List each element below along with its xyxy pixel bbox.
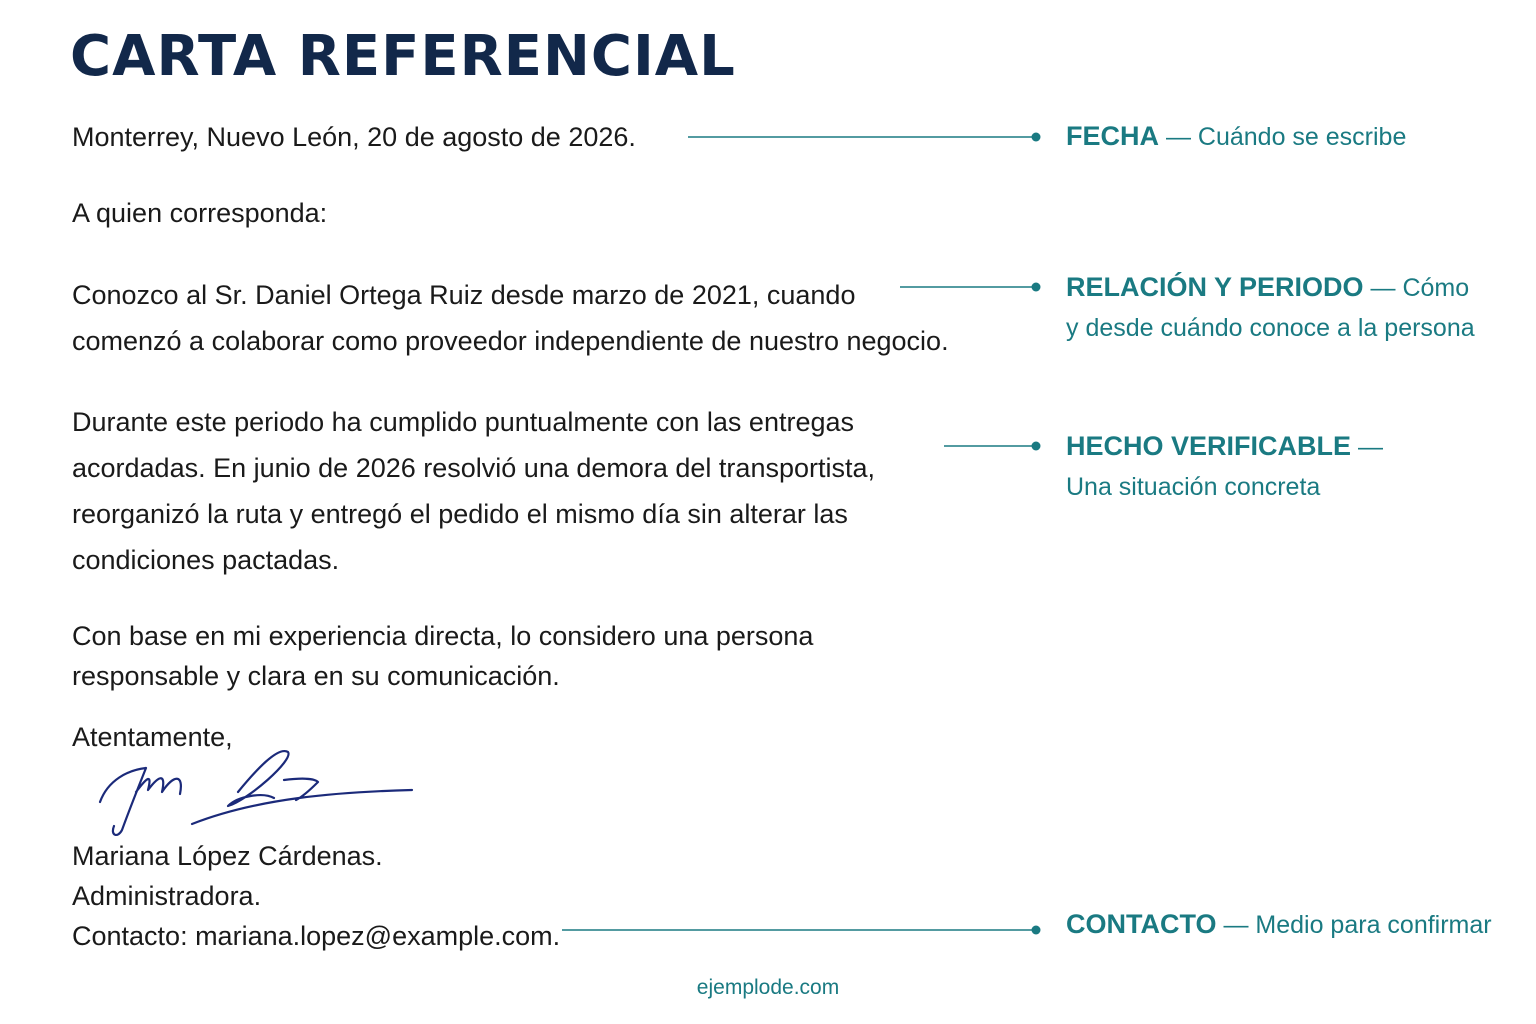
signer-block xyxy=(72,836,560,956)
closing: Atentamente, xyxy=(72,722,233,752)
annotation-contacto xyxy=(1066,904,1496,945)
annotation-label: FECHA xyxy=(1066,121,1159,151)
paragraph-relationship xyxy=(72,272,949,364)
signature xyxy=(88,740,428,840)
paragraph-line: acordadas. En junio de 2026 resolvió una demora del transportista, xyxy=(72,453,875,483)
paragraph-line: Durante este periodo ha cumplido puntualmente con las entregas xyxy=(72,407,854,437)
paragraph-line: reorganizó la ruta y entregó el pedido el mismo día sin alterar las xyxy=(72,499,848,529)
footer-site: ejemplode.com xyxy=(696,976,840,999)
page-title: CARTA REFERENCIAL xyxy=(70,24,736,89)
annotation-desc: — Una situación concreta xyxy=(1066,433,1383,501)
signer-name: Mariana López Cárdenas. xyxy=(72,841,383,871)
annotation-desc: — Cuándo se escribe xyxy=(1165,123,1407,151)
paragraph-verifiable-fact xyxy=(72,399,875,583)
salutation: A quien corresponda: xyxy=(72,198,328,228)
date-line: Monterrey, Nuevo León, 20 de agosto de 2026. xyxy=(72,122,636,152)
paragraph-conclusion xyxy=(72,616,813,696)
contact-line: Contacto: mariana.lopez@example.com. xyxy=(72,921,561,951)
annotation-hecho xyxy=(1066,426,1426,507)
annotation-label: CONTACTO xyxy=(1066,909,1217,939)
signer-role: Administradora. xyxy=(72,881,262,911)
annotation-desc: — Medio para confirmar xyxy=(1223,911,1492,939)
paragraph-line: condiciones pactadas. xyxy=(72,545,340,575)
paragraph-line: comenzó a colaborar como proveedor independiente de nuestro negocio. xyxy=(72,326,949,356)
paragraph-line: responsable y clara en su comunicación. xyxy=(72,661,560,691)
connector-dot-contacto xyxy=(1032,926,1041,935)
annotation-fecha xyxy=(1066,116,1496,157)
connector-dot-hecho xyxy=(1032,442,1041,451)
annotation-desc: — Cómo y desde cuándo conoce a la persona xyxy=(1066,274,1475,342)
annotation-label: HECHO VERIFICABLE xyxy=(1066,431,1352,461)
connector-dot-relacion xyxy=(1032,283,1041,292)
annotation-relacion xyxy=(1066,267,1476,348)
paragraph-line: Conozco al Sr. Daniel Ortega Ruiz desde marzo de 2021, cuando xyxy=(72,280,856,310)
connector-dot-fecha xyxy=(1032,133,1041,142)
paragraph-line: Con base en mi experiencia directa, lo considero una persona xyxy=(72,621,814,651)
annotation-label: RELACIÓN Y PERIODO xyxy=(1066,272,1364,302)
